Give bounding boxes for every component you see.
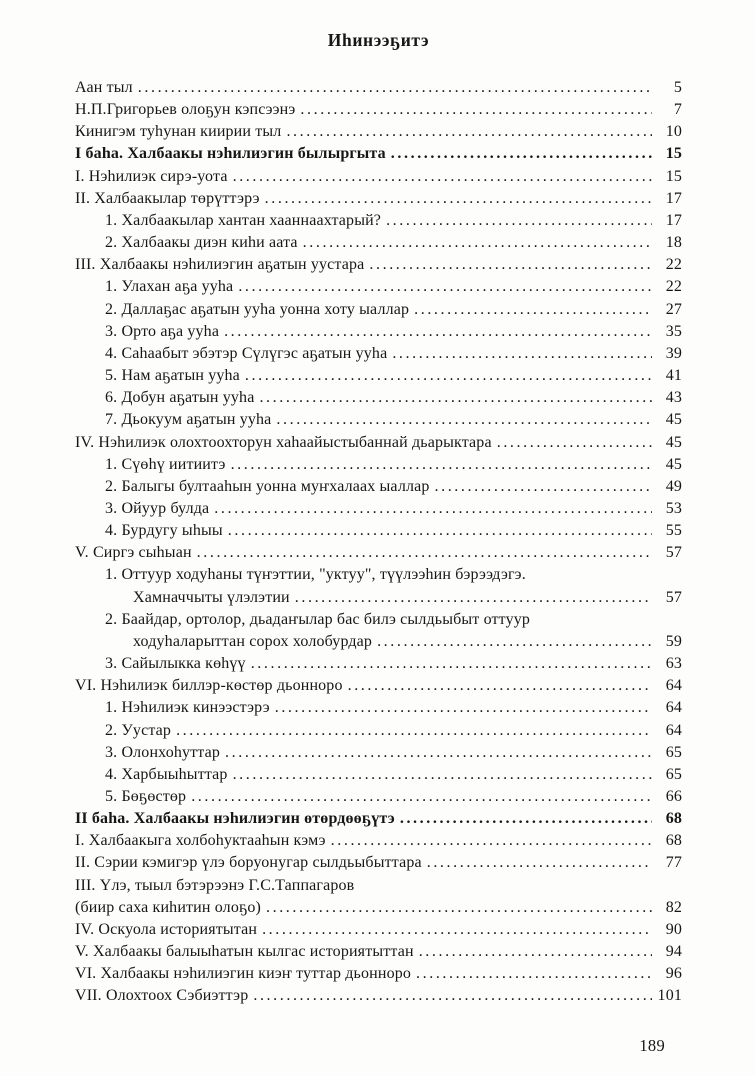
- toc-entry: [75, 875, 682, 897]
- toc-entry: [75, 321, 682, 343]
- toc-entry-page: 65: [665, 765, 682, 783]
- toc-entry-title: 3. Сайылыкка көһүү: [105, 655, 246, 673]
- leader-dots: [191, 786, 652, 808]
- toc-entry-page: 27: [665, 300, 682, 318]
- leader-dots: [435, 476, 653, 498]
- leader-dots: [253, 985, 652, 1007]
- toc-entry-title: 1. Нэһилиэк кинээстэрэ: [105, 699, 270, 717]
- leader-dots: [391, 143, 652, 165]
- toc-entry-title: IV. Оскуола историятытан: [75, 920, 258, 938]
- page-title: Иһинээҕитэ: [327, 30, 430, 50]
- toc-entry: [75, 409, 682, 431]
- toc-entry-title: IV. Нэһилиэк олохтоохторун хаһаайыстыбаннай дьарыктара: [75, 433, 492, 451]
- toc-entry: [75, 985, 682, 1007]
- toc-entry-title: 3. Олонхоһуттар: [105, 743, 221, 761]
- toc-entry-page: 57: [665, 544, 682, 562]
- leader-dots: [331, 830, 652, 852]
- toc-entry-page: 41: [665, 367, 682, 385]
- toc-entry-page: 10: [665, 123, 682, 141]
- toc-entry-title: II баһа. Халбаакы нэһилиэгин өтөрдөөҕүтэ: [75, 810, 395, 828]
- toc-entry-page: 39: [665, 344, 682, 362]
- leader-dots: [275, 697, 652, 719]
- toc-entry-title: ходуһаларыттан сорох холобурдар: [133, 632, 373, 650]
- leader-dots: [300, 99, 652, 121]
- toc-entry-title: (биир саха киһитин олоҕо): [75, 898, 261, 916]
- toc-entry-page: 65: [665, 743, 682, 761]
- toc-entry-page: 53: [665, 499, 682, 517]
- leader-dots: [414, 299, 652, 321]
- toc-entry-title: V. Халбаакы балыыһатын кылгас историятыттан: [75, 943, 414, 961]
- toc-entry: [75, 830, 682, 852]
- toc-entry-title: V. Сиргэ сыһыан: [75, 544, 192, 562]
- toc-entry: [75, 343, 682, 365]
- toc-entry-title: VI. Нэһилиэк биллэр-көстөр дьонноро: [75, 677, 343, 695]
- toc-entry-title: 5. Бөҕөстөр: [105, 788, 187, 805]
- toc-entry: [75, 387, 682, 409]
- toc-entry: [75, 653, 682, 675]
- leader-dots: [416, 963, 652, 985]
- toc-entry-page: 66: [665, 788, 682, 805]
- leader-dots: [348, 675, 652, 697]
- toc-entry-title: 4. Бурдугу ыһыы: [105, 522, 223, 540]
- toc-entry-page: 45: [665, 433, 682, 451]
- toc-entry-title: 3. Ойуур булда: [105, 499, 210, 517]
- toc-entry-page: 22: [665, 256, 682, 274]
- leader-dots: [176, 720, 652, 742]
- toc-entry-page: 101: [657, 987, 682, 1005]
- toc-entry: [75, 143, 682, 165]
- leader-dots: [224, 321, 652, 343]
- toc-entry-title: 1. Халбаакылар хантан хааннаахтарый?: [105, 211, 382, 229]
- toc-entry-page: 96: [665, 965, 682, 983]
- leader-dots: [245, 365, 652, 387]
- toc-entry-page: 35: [665, 322, 682, 340]
- toc-entry: [75, 808, 682, 830]
- toc-entry-title: II. Халбаакылар төрүттэрэ: [75, 189, 260, 207]
- leader-dots: [386, 210, 652, 232]
- toc-entry: [75, 587, 682, 609]
- toc-entry-title: I. Нэһилиэк сирэ-уота: [75, 167, 228, 185]
- toc-entry: [75, 720, 682, 742]
- toc-entry-page: 17: [665, 189, 682, 207]
- toc-entry-title: 4. Харбыыһыттар: [105, 765, 228, 783]
- toc-entry-title: 2. Уустар: [105, 721, 172, 739]
- leader-dots: [265, 188, 652, 210]
- leader-dots: [259, 387, 652, 409]
- leader-dots: [214, 498, 652, 520]
- toc-entry-title: 2. Балыгы бултааһын уонна муҥхалаах ыаллар: [105, 477, 430, 495]
- leader-dots: [419, 941, 652, 963]
- toc-entry: [75, 941, 682, 963]
- toc-entry-page: 45: [665, 411, 682, 429]
- toc-entry-title: Хамначчыты үлэлэтии: [133, 588, 290, 606]
- toc-entry-title: Аан тыл: [75, 79, 133, 96]
- toc-entry-page: 59: [665, 632, 682, 650]
- toc-entry-page: 77: [665, 854, 682, 872]
- toc-entry: [75, 542, 682, 564]
- leader-dots: [251, 653, 652, 675]
- toc-entry: [75, 432, 682, 454]
- toc-entry-page: 64: [665, 721, 682, 739]
- toc-entry: [75, 609, 682, 631]
- page-number: 189: [639, 1036, 665, 1055]
- toc-entry: [75, 454, 682, 476]
- leader-dots: [369, 254, 652, 276]
- toc-entry-page: 64: [665, 677, 682, 695]
- toc-entry-page: 94: [665, 943, 682, 961]
- toc-entry-title: 3. Орто аҕа ууһа: [105, 322, 220, 340]
- toc-entry: [75, 897, 682, 919]
- leader-dots: [238, 276, 652, 298]
- toc-entry: [75, 254, 682, 276]
- toc-entry-title: 2. Баайдар, ортолор, дьадаҥылар бас билэ сылдьыбыт оттуур: [105, 610, 531, 628]
- leader-dots: [225, 742, 652, 764]
- leader-dots: [392, 343, 652, 365]
- toc-entry-title: I баһа. Халбаакы нэһилиэгин былыргыта: [75, 145, 386, 163]
- toc-entry: [75, 166, 682, 188]
- leader-dots: [233, 166, 652, 188]
- leader-dots: [377, 631, 652, 653]
- toc-entry-page: 7: [673, 101, 682, 119]
- leader-dots: [400, 808, 652, 830]
- toc-entry-title: 2. Халбаакы диэн киһи аата: [105, 234, 298, 252]
- toc-list: [75, 77, 682, 1008]
- toc-entry-page: 49: [665, 477, 682, 495]
- leader-dots: [286, 121, 652, 143]
- toc-entry-title: 1. Сүөһү иитиитэ: [105, 455, 226, 473]
- toc-entry-title: VII. Олохтоох Сэбиэттэр: [75, 987, 249, 1005]
- toc-entry: [75, 631, 682, 653]
- toc-entry: [75, 299, 682, 321]
- toc-entry-title: 7. Дьокуум аҕатын ууһа: [105, 411, 272, 429]
- toc-entry: [75, 99, 682, 121]
- toc-entry-title: 2. Даллаҕас аҕатын ууһа уонна хоту ыаллар: [105, 300, 410, 318]
- leader-dots: [303, 232, 652, 254]
- leader-dots: [231, 454, 652, 476]
- toc-entry-page: 63: [665, 655, 682, 673]
- toc-entry-page: 15: [665, 167, 682, 185]
- toc-entry: [75, 476, 682, 498]
- toc-entry: [75, 919, 682, 941]
- leader-dots: [266, 897, 652, 919]
- toc-entry: [75, 564, 682, 586]
- toc-entry: [75, 786, 682, 808]
- toc-entry-page: 43: [665, 389, 682, 407]
- toc-entry-page: 22: [665, 278, 682, 296]
- toc-entry-title: 1. Оттуур ходуһаны түҥэттии, "уктуу", түүлээһин бэрээдэгэ.: [105, 566, 526, 584]
- toc-entry: [75, 121, 682, 143]
- toc-entry-title: Кинигэм туһунан киирии тыл: [75, 123, 282, 141]
- toc-entry-page: 68: [665, 810, 682, 828]
- toc-entry: [75, 498, 682, 520]
- leader-dots: [276, 409, 652, 431]
- toc-entry: [75, 852, 682, 874]
- toc-entry: [75, 742, 682, 764]
- toc-entry: [75, 232, 682, 254]
- toc-entry-page: 82: [665, 898, 682, 916]
- toc-entry-page: 64: [665, 699, 682, 717]
- toc-entry-page: 15: [665, 145, 682, 163]
- toc-entry-title: II. Сэрии кэмигэр үлэ боруонугар сылдьыбыттара: [75, 854, 422, 872]
- toc-entry: [75, 77, 682, 99]
- toc-entry: [75, 210, 682, 232]
- toc-entry: [75, 188, 682, 210]
- leader-dots: [233, 764, 652, 786]
- toc-entry-title: VI. Халбаакы нэһилиэгин киэҥ туттар дьонноро: [75, 965, 412, 983]
- toc-entry-page: 57: [665, 588, 682, 606]
- toc-entry-title: 6. Добун аҕатын ууһа: [105, 389, 255, 407]
- leader-dots: [295, 587, 652, 609]
- toc-entry: [75, 697, 682, 719]
- leader-dots: [497, 432, 652, 454]
- toc-entry-page: 5: [673, 79, 682, 96]
- toc-entry-title: III. Үлэ, тыыл бэтэрээнэ Г.С.Таппагаров: [75, 876, 355, 894]
- toc-entry: [75, 675, 682, 697]
- toc-entry: [75, 276, 682, 298]
- toc-entry-title: 1. Улахан аҕа ууһа: [105, 278, 234, 296]
- toc-entry-title: 5. Нам аҕатын ууһа: [105, 367, 240, 385]
- leader-dots: [228, 520, 652, 542]
- leader-dots: [138, 77, 652, 99]
- leader-dots: [197, 542, 652, 564]
- toc-entry: [75, 963, 682, 985]
- toc-entry: [75, 365, 682, 387]
- toc-entry-page: 68: [665, 832, 682, 850]
- toc-entry-page: 17: [665, 211, 682, 229]
- toc-entry-page: 45: [665, 455, 682, 473]
- toc-entry: [75, 764, 682, 786]
- leader-dots: [262, 919, 652, 941]
- leader-dots: [427, 852, 652, 874]
- toc-entry-page: 55: [665, 522, 682, 540]
- toc-entry: [75, 520, 682, 542]
- toc-entry-title: Н.П.Григорьев олоҕун кэпсээнэ: [75, 101, 296, 119]
- toc-entry-page: 18: [665, 234, 682, 252]
- toc-entry-title: III. Халбаакы нэһилиэгин аҕатын уустара: [75, 256, 365, 274]
- toc-entry-page: 90: [665, 920, 682, 938]
- toc-entry-title: I. Халбаакыга холбоһуктааһын кэмэ: [75, 832, 326, 850]
- toc-entry-title: 4. Саһаабыт эбэтэр Сүлүгэс аҕатын ууһа: [105, 344, 388, 362]
